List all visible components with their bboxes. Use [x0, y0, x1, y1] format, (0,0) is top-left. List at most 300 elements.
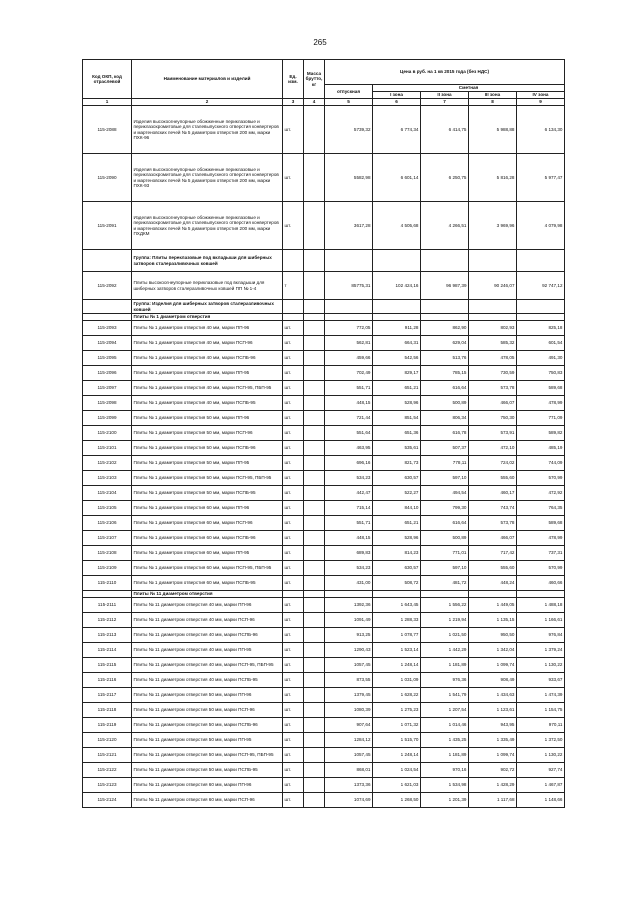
table-row: [83, 516, 565, 531]
cell-name: Плиты № 1 диаметром отверстия 60 мм, марки ПСПБ-95: [132, 576, 283, 591]
cell-code: [83, 314, 132, 321]
cell-mass: [304, 336, 325, 351]
cell-price: 825,18: [517, 321, 565, 336]
cell-empty: [517, 250, 565, 272]
cell-price: 1 021,50: [421, 628, 469, 643]
cell-price: 799,30: [421, 501, 469, 516]
header-mass: Масса брутто, кг: [304, 60, 325, 99]
cell-price: 814,23: [373, 546, 421, 561]
cell-price: 913,25: [325, 628, 373, 643]
cell-unit: шт.: [283, 501, 304, 516]
cell-price: 1091,49: [325, 613, 373, 628]
header-zone-2: II зона: [421, 92, 469, 99]
cell-price: 868,01: [325, 763, 373, 778]
cell-name: Плиты № 1 диаметром отверстия 40 мм, марки ПСПБ-95: [132, 396, 283, 411]
table-row: [83, 396, 565, 411]
cell-price: 1 434,63: [469, 688, 517, 703]
cell-price: 737,31: [517, 546, 565, 561]
cell-price: 873,55: [325, 673, 373, 688]
cell-code: 115-2111: [83, 598, 132, 613]
cell-code: 115-2115: [83, 658, 132, 673]
cell-mass: [304, 426, 325, 441]
cell-price: 778,11: [421, 456, 469, 471]
cell-name: Плиты № 11 диаметром отверстия 50 мм, марки ПСПБ-96: [132, 718, 283, 733]
cell-name: Плиты № 11 диаметром отверстия 40 мм, марки ПП-96: [132, 598, 283, 613]
table-row: [83, 598, 565, 613]
cell-unit: шт.: [283, 411, 304, 426]
table-row: [83, 576, 565, 591]
table-body: [83, 106, 565, 808]
cell-mass: [304, 106, 325, 154]
cell-price: 1 428,29: [469, 778, 517, 793]
cell-price: 1379,45: [325, 688, 373, 703]
cell-name: Плиты № 1 диаметром отверстия 40 мм, марки ПСПБ-96: [132, 351, 283, 366]
cell-mass: [304, 658, 325, 673]
cell-price: 829,17: [373, 366, 421, 381]
cell-price: 460,66: [517, 576, 565, 591]
cell-unit: шт.: [283, 778, 304, 793]
cell-empty: [373, 314, 421, 321]
cell-group-name: Плиты № 1 диаметром отверстия: [132, 314, 283, 321]
table-row: [83, 561, 565, 576]
cell-price: 573,91: [469, 426, 517, 441]
cell-price: 542,56: [373, 351, 421, 366]
cell-unit: шт.: [283, 351, 304, 366]
cell-price: 1 275,23: [373, 703, 421, 718]
cell-name: Плиты № 11 диаметром отверстия 50 мм, марки ПСП-95, ПБП-95: [132, 748, 283, 763]
cell-price: 5 816,28: [469, 154, 517, 202]
table-row: [83, 718, 565, 733]
cell-code: 115-2113: [83, 628, 132, 643]
cell-code: 115-2102: [83, 456, 132, 471]
cell-price: 1 123,61: [469, 703, 517, 718]
cell-price: 1 534,98: [421, 778, 469, 793]
cell-price: 1 372,50: [517, 733, 565, 748]
cell-mass: [304, 643, 325, 658]
cell-price: 90 246,07: [469, 272, 517, 300]
cell-price: 689,83: [325, 546, 373, 561]
cell-name: Плиты № 1 диаметром отверстия 50 мм, марки ПСПБ-95: [132, 486, 283, 501]
cell-name: Плиты № 1 диаметром отверстия 60 мм, марки ПСП-96: [132, 516, 283, 531]
cell-unit: шт.: [283, 688, 304, 703]
cell-price: 459,66: [325, 351, 373, 366]
cell-price: 1 268,50: [373, 793, 421, 808]
cell-name: Плиты № 1 диаметром отверстия 50 мм, марки ПСП-95, ПБП-95: [132, 471, 283, 486]
cell-price: 466,07: [469, 396, 517, 411]
cell-price: 1 135,15: [469, 613, 517, 628]
cell-price: 1 078,77: [373, 628, 421, 643]
cell-code: 115-2112: [83, 613, 132, 628]
table-row: [83, 703, 565, 718]
table-row: [83, 381, 565, 396]
cell-empty: [304, 250, 325, 272]
cell-code: 115-2119: [83, 718, 132, 733]
cell-price: 743,74: [469, 501, 517, 516]
cell-price: 950,50: [469, 628, 517, 643]
cell-price: 772,05: [325, 321, 373, 336]
cell-empty: [469, 314, 517, 321]
cell-price: 601,54: [517, 336, 565, 351]
cell-price: 555,60: [469, 471, 517, 486]
cell-empty: [325, 300, 373, 314]
cell-code: [83, 300, 132, 314]
cell-price: 478,05: [469, 351, 517, 366]
cell-price: 478,99: [517, 531, 565, 546]
cell-mass: [304, 351, 325, 366]
cell-code: 115-2117: [83, 688, 132, 703]
cell-price: 862,90: [421, 321, 469, 336]
cell-mass: [304, 471, 325, 486]
cell-price: 4 266,51: [421, 202, 469, 250]
col-number: 8: [469, 99, 517, 106]
header-price-title: Цена в руб. на 1 кв 2015 года (без НДС): [325, 60, 565, 85]
header-zone-3: III зона: [469, 92, 517, 99]
cell-mass: [304, 613, 325, 628]
cell-price: 702,49: [325, 366, 373, 381]
cell-price: 5739,32: [325, 106, 373, 154]
cell-price: 1 449,05: [469, 598, 517, 613]
cell-empty: [325, 250, 373, 272]
cell-price: 535,61: [373, 441, 421, 456]
cell-code: 115-2124: [83, 793, 132, 808]
cell-name: Плиты № 11 диаметром отверстия 40 мм, марки ПП-95: [132, 643, 283, 658]
cell-name: Плиты № 1 диаметром отверстия 50 мм, марки ПСП-96: [132, 426, 283, 441]
cell-price: 651,21: [373, 516, 421, 531]
cell-price: 4 505,68: [373, 202, 421, 250]
table-row: [83, 154, 565, 202]
cell-price: 1 207,54: [421, 703, 469, 718]
cell-price: 730,59: [469, 366, 517, 381]
header-zone-1: I зона: [373, 92, 421, 99]
cell-price: 472,92: [517, 486, 565, 501]
table-row: [83, 471, 565, 486]
cell-price: 3617,28: [325, 202, 373, 250]
cell-group-name: Группа: Плиты переклазовые под вкладыши для шиберных затворов сталеразливочных ковшей: [132, 250, 283, 272]
cell-name: Плиты № 11 диаметром отверстия 50 мм, марки ПСП-96: [132, 703, 283, 718]
cell-price: 1 467,87: [517, 778, 565, 793]
cell-unit: шт.: [283, 748, 304, 763]
cell-unit: шт.: [283, 673, 304, 688]
cell-unit: шт.: [283, 154, 304, 202]
cell-price: 85775,31: [325, 272, 373, 300]
cell-price: 485,19: [517, 441, 565, 456]
cell-empty: [283, 300, 304, 314]
cell-price: 6 774,34: [373, 106, 421, 154]
cell-name: Изделия высокоогнеупорные обожженные периклазовые и периклазохромитовые для сталевыпускного отверстия конвертеров и мартеновских печей № 5 диаметром отверстия 200 мм, марки ПХК-93: [132, 154, 283, 202]
cell-name: Плиты № 11 диаметром отверстия 40 мм, марки ПСП-96: [132, 613, 283, 628]
header-release: отпускная: [325, 85, 373, 99]
cell-unit: шт.: [283, 381, 304, 396]
cell-unit: шт.: [283, 486, 304, 501]
table-row: [83, 546, 565, 561]
cell-price: 908,49: [469, 673, 517, 688]
table-row: [83, 441, 565, 456]
cell-mass: [304, 396, 325, 411]
cell-price: 589,82: [517, 426, 565, 441]
cell-mass: [304, 486, 325, 501]
cell-code: 115-2118: [83, 703, 132, 718]
cell-unit: шт.: [283, 703, 304, 718]
cell-price: 1 541,79: [421, 688, 469, 703]
cell-price: 5582,98: [325, 154, 373, 202]
cell-name: Плиты № 11 диаметром отверстия 40 мм, марки ПСПБ-96: [132, 628, 283, 643]
cell-price: 508,72: [373, 576, 421, 591]
cell-name: Плиты № 1 диаметром отверстия 40 мм, марки ПП-95: [132, 366, 283, 381]
cell-unit: шт.: [283, 763, 304, 778]
cell-price: 522,27: [373, 486, 421, 501]
cell-code: 115-2120: [83, 733, 132, 748]
cell-price: 500,89: [421, 531, 469, 546]
cell-price: 102 424,16: [373, 272, 421, 300]
cell-price: 573,78: [469, 516, 517, 531]
table-row: [83, 793, 565, 808]
cell-name: Плиты № 1 диаметром отверстия 50 мм, марки ПСПБ-96: [132, 441, 283, 456]
table-row: [83, 628, 565, 643]
cell-price: 1 335,49: [469, 733, 517, 748]
cell-price: 562,81: [325, 336, 373, 351]
cell-price: 491,30: [517, 351, 565, 366]
cell-mass: [304, 763, 325, 778]
cell-price: 500,89: [421, 396, 469, 411]
cell-price: 528,96: [373, 531, 421, 546]
cell-unit: шт.: [283, 202, 304, 250]
cell-price: 534,23: [325, 471, 373, 486]
cell-price: 442,47: [325, 486, 373, 501]
cell-price: 478,99: [517, 396, 565, 411]
cell-code: 115-2108: [83, 546, 132, 561]
cell-unit: шт.: [283, 613, 304, 628]
cell-price: 1 556,22: [421, 598, 469, 613]
cell-mass: [304, 598, 325, 613]
table-row: [83, 321, 565, 336]
cell-name: Плиты № 11 диаметром отверстия 60 мм, марки ПСП-96: [132, 793, 283, 808]
header-name: Наименование материалов и изделий: [132, 60, 283, 99]
cell-price: 6 414,75: [421, 106, 469, 154]
cell-price: 943,95: [469, 718, 517, 733]
cell-mass: [304, 154, 325, 202]
cell-price: 1 181,89: [421, 658, 469, 673]
cell-price: 902,72: [469, 763, 517, 778]
cell-price: 1373,36: [325, 778, 373, 793]
cell-price: 597,10: [421, 561, 469, 576]
cell-price: 1 099,74: [469, 658, 517, 673]
cell-empty: [325, 314, 373, 321]
cell-code: 115-2123: [83, 778, 132, 793]
cell-code: 115-2093: [83, 321, 132, 336]
cell-price: 785,15: [421, 366, 469, 381]
cell-price: 616,64: [421, 516, 469, 531]
header-estimate: Сметная: [373, 85, 565, 92]
cell-price: 466,07: [469, 531, 517, 546]
cell-price: 976,84: [517, 628, 565, 643]
cell-name: Изделия высокоогнеупорные обожженные периклазовые и периклазохромитовые для сталевыпускного отверстия конвертеров и мартеновских печей № 5 диаметром отверстия 200 мм, марки ПХК-96: [132, 106, 283, 154]
cell-empty: [373, 591, 421, 598]
cell-price: 927,74: [517, 763, 565, 778]
cell-price: 1 488,18: [517, 598, 565, 613]
table-row: [83, 336, 565, 351]
cell-price: 721,44: [325, 411, 373, 426]
cell-price: 1 523,14: [373, 643, 421, 658]
cell-code: 115-2091: [83, 202, 132, 250]
cell-unit: шт.: [283, 366, 304, 381]
cell-price: 764,35: [517, 501, 565, 516]
cell-price: 664,31: [373, 336, 421, 351]
cell-mass: [304, 688, 325, 703]
cell-price: 1 628,22: [373, 688, 421, 703]
cell-empty: [304, 314, 325, 321]
cell-code: 115-2100: [83, 426, 132, 441]
cell-price: 513,76: [421, 351, 469, 366]
cell-unit: шт.: [283, 516, 304, 531]
cell-mass: [304, 516, 325, 531]
header-zone-4: IV зона: [517, 92, 565, 99]
table-row: [83, 778, 565, 793]
cell-price: 821,73: [373, 456, 421, 471]
cell-code: 115-2090: [83, 154, 132, 202]
cell-price: 570,99: [517, 561, 565, 576]
cell-price: 555,60: [469, 561, 517, 576]
cell-mass: [304, 272, 325, 300]
cell-price: 589,68: [517, 381, 565, 396]
col-number: 4: [304, 99, 325, 106]
cell-price: 431,00: [325, 576, 373, 591]
cell-price: 570,99: [517, 471, 565, 486]
table-row: [83, 351, 565, 366]
col-number: 5: [325, 99, 373, 106]
cell-code: 115-2095: [83, 351, 132, 366]
cell-price: 5 977,47: [517, 154, 565, 202]
cell-price: 1 071,32: [373, 718, 421, 733]
cell-unit: шт.: [283, 471, 304, 486]
cell-price: 472,10: [469, 441, 517, 456]
cell-unit: шт.: [283, 441, 304, 456]
cell-price: 1 442,29: [421, 643, 469, 658]
cell-price: 4 079,98: [517, 202, 565, 250]
cell-name: Плиты № 11 диаметром отверстия 50 мм, марки ПП-96: [132, 688, 283, 703]
cell-group-name: Группа: Изделия для шиберных затворов сталеразливочных ковшей: [132, 300, 283, 314]
cell-price: 1392,36: [325, 598, 373, 613]
cell-price: 1 130,22: [517, 748, 565, 763]
cell-mass: [304, 673, 325, 688]
col-number: 1: [83, 99, 132, 106]
cell-price: 463,95: [325, 441, 373, 456]
cell-price: 1 014,46: [421, 718, 469, 733]
cell-empty: [283, 250, 304, 272]
cell-empty: [469, 300, 517, 314]
cell-empty: [517, 591, 565, 598]
cell-unit: шт.: [283, 598, 304, 613]
cell-price: 1290,43: [325, 643, 373, 658]
cell-name: Плиты № 1 диаметром отверстия 60 мм, марки ПСПБ-96: [132, 531, 283, 546]
cell-code: 115-2101: [83, 441, 132, 456]
cell-unit: шт.: [283, 531, 304, 546]
cell-code: 115-2099: [83, 411, 132, 426]
cell-empty: [421, 314, 469, 321]
cell-empty: [304, 591, 325, 598]
cell-price: 6 601,14: [373, 154, 421, 202]
cell-price: 1 130,22: [517, 658, 565, 673]
cell-price: 1 201,39: [421, 793, 469, 808]
cell-code: 115-2103: [83, 471, 132, 486]
cell-code: 115-2092: [83, 272, 132, 300]
cell-unit: шт.: [283, 658, 304, 673]
cell-price: 1 024,54: [373, 763, 421, 778]
cell-name: Плиты № 11 диаметром отверстия 50 мм, марки ПСПБ-95: [132, 763, 283, 778]
cell-empty: [469, 591, 517, 598]
cell-mass: [304, 546, 325, 561]
cell-mass: [304, 441, 325, 456]
cell-empty: [304, 300, 325, 314]
cell-price: 771,09: [517, 411, 565, 426]
cell-code: 115-2116: [83, 673, 132, 688]
cell-empty: [517, 300, 565, 314]
cell-price: 1 248,14: [373, 748, 421, 763]
cell-price: 1 435,25: [421, 733, 469, 748]
cell-price: 1057,45: [325, 748, 373, 763]
cell-name: Плиты № 11 диаметром отверстия 40 мм, марки ПСП-95, ПБП-95: [132, 658, 283, 673]
table-row: [83, 613, 565, 628]
table-row: [83, 673, 565, 688]
cell-price: 460,17: [469, 486, 517, 501]
cell-empty: [283, 314, 304, 321]
cell-unit: шт.: [283, 643, 304, 658]
table-row: [83, 411, 565, 426]
cell-unit: шт.: [283, 793, 304, 808]
cell-empty: [421, 300, 469, 314]
table-row: [83, 486, 565, 501]
cell-price: 1 117,68: [469, 793, 517, 808]
cell-empty: [373, 300, 421, 314]
cell-empty: [421, 250, 469, 272]
cell-mass: [304, 576, 325, 591]
cell-price: 507,37: [421, 441, 469, 456]
header-unit: Ед. изм.: [283, 60, 304, 99]
cell-code: 115-2107: [83, 531, 132, 546]
cell-price: 1 474,39: [517, 688, 565, 703]
cell-mass: [304, 748, 325, 763]
cell-unit: шт.: [283, 576, 304, 591]
group-row: [83, 250, 565, 272]
cell-price: 907,64: [325, 718, 373, 733]
cell-price: 1 099,74: [469, 748, 517, 763]
cell-price: 494,54: [421, 486, 469, 501]
cell-price: 1284,12: [325, 733, 373, 748]
cell-price: 585,32: [469, 336, 517, 351]
cell-price: 448,15: [325, 531, 373, 546]
cell-price: 933,67: [517, 673, 565, 688]
cell-empty: [421, 591, 469, 598]
cell-mass: [304, 411, 325, 426]
cell-code: 115-2110: [83, 576, 132, 591]
cell-price: 1 181,89: [421, 748, 469, 763]
cell-code: 115-2122: [83, 763, 132, 778]
table-row: [83, 733, 565, 748]
cell-price: 1 031,09: [373, 673, 421, 688]
cell-price: 551,71: [325, 516, 373, 531]
cell-price: 1 288,33: [373, 613, 421, 628]
cell-price: 5 988,88: [469, 106, 517, 154]
cell-name: Плиты № 1 диаметром отверстия 40 мм, марки ПП-96: [132, 321, 283, 336]
cell-price: 970,16: [421, 763, 469, 778]
cell-mass: [304, 628, 325, 643]
cell-code: 115-2104: [83, 486, 132, 501]
cell-price: 750,83: [517, 366, 565, 381]
table-row: [83, 643, 565, 658]
cell-mass: [304, 501, 325, 516]
cell-name: Плиты № 11 диаметром отверстия 60 мм, марки ПП-96: [132, 778, 283, 793]
cell-price: 551,64: [325, 426, 373, 441]
cell-price: 651,36: [373, 426, 421, 441]
